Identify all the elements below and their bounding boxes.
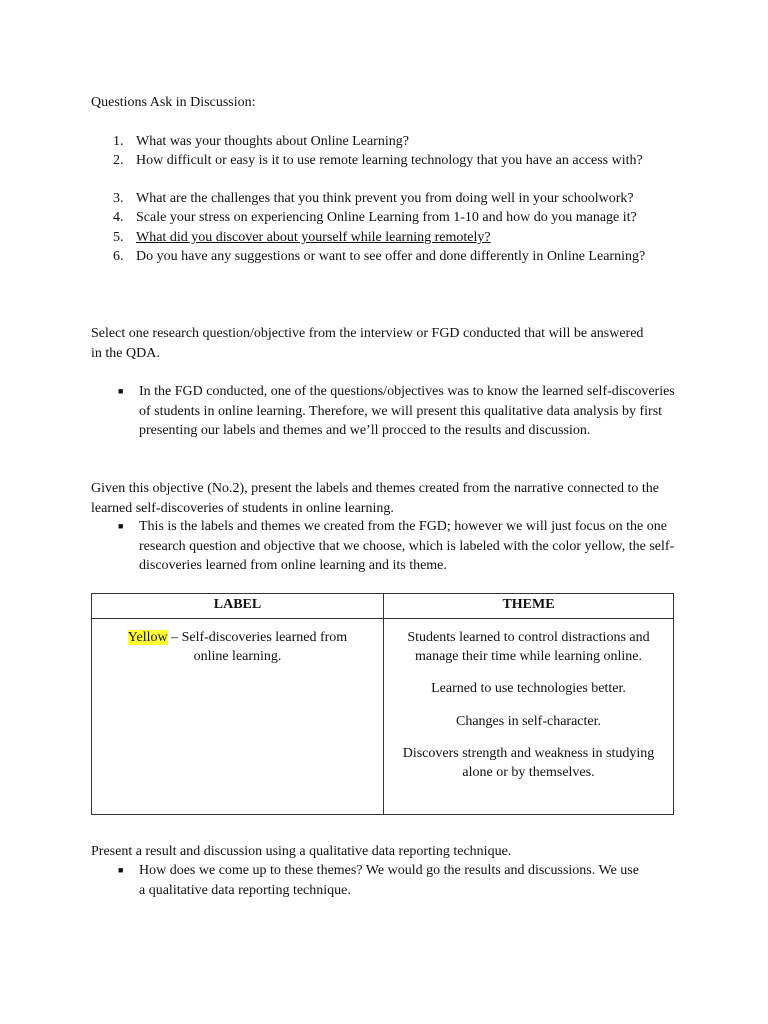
question-text: How difficult or easy is it to use remote learning technology that you have an access with? [136, 153, 643, 168]
question-number: 3. [113, 191, 124, 206]
label-cell [92, 619, 384, 815]
question-number: 1. [113, 134, 124, 149]
question-number: 2. [113, 153, 124, 168]
labels-themes-table [91, 593, 674, 815]
bullet-icon: ■ [118, 865, 124, 875]
theme-item: Students learned to control distractions and manage their time while learning online. [407, 630, 650, 664]
section2-prompt: Given this objective (No.2), present the labels and themes created from the narrative connected to the learned self-discoveries of students in online learning. [91, 481, 659, 516]
theme-item: Learned to use technologies better. [431, 681, 626, 696]
bullet-icon: ■ [118, 521, 124, 531]
question-number: 4. [113, 210, 124, 225]
section1-bullet-text: In the FGD conducted, one of the questions/objectives was to know the learned self-discoveries of students in online learning. Therefore, we will present this qualitative data analysis by first presenting our labels and themes and we’ll procced to the results and discussion. [139, 384, 675, 438]
yellow-highlight: Yellow [127, 630, 168, 645]
question-number: 6. [113, 249, 124, 264]
bullet-icon: ■ [118, 386, 124, 396]
table-row [92, 619, 674, 815]
theme-item: Discovers strength and weakness in studying alone or by themselves. [402, 746, 655, 780]
question-text: Scale your stress on experiencing Online Learning from 1-10 and how do you manage it? [136, 210, 637, 225]
question-text: Do you have any suggestions or want to see offer and done differently in Online Learning? [136, 249, 646, 264]
section1-prompt: Select one research question/objective from the interview or FGD conducted that will be answered in the QDA. [91, 326, 644, 361]
section3-bullet-text: How does we come up to these themes? We would go the results and discussions. We use a qualitative data reporting technique. [139, 863, 639, 898]
label-text: – Self-discoveries learned from online learning. [167, 630, 348, 664]
theme-cell [384, 619, 674, 815]
question-text-underlined: What did you discover about yourself while learning remotely? [136, 230, 491, 245]
section2-bullet-text: This is the labels and themes we created from the FGD; however we will just focus on the one research question and objective that we choose, which is labeled with the color yellow, the self-discoveries learned from online learning and its theme. [139, 519, 675, 573]
label-header: LABEL [92, 594, 384, 619]
table-header-row [92, 594, 674, 619]
discussion-heading: Questions Ask in Discussion: [91, 95, 256, 110]
question-text: What are the challenges that you think prevent you from doing well in your schoolwork? [136, 191, 634, 206]
question-number: 5. [113, 230, 124, 245]
theme-header: THEME [384, 594, 674, 619]
theme-item: Changes in self-character. [456, 713, 601, 729]
question-text: What was your thoughts about Online Learning? [136, 134, 409, 149]
section3-prompt: Present a result and discussion using a qualitative data reporting technique. [91, 844, 512, 859]
